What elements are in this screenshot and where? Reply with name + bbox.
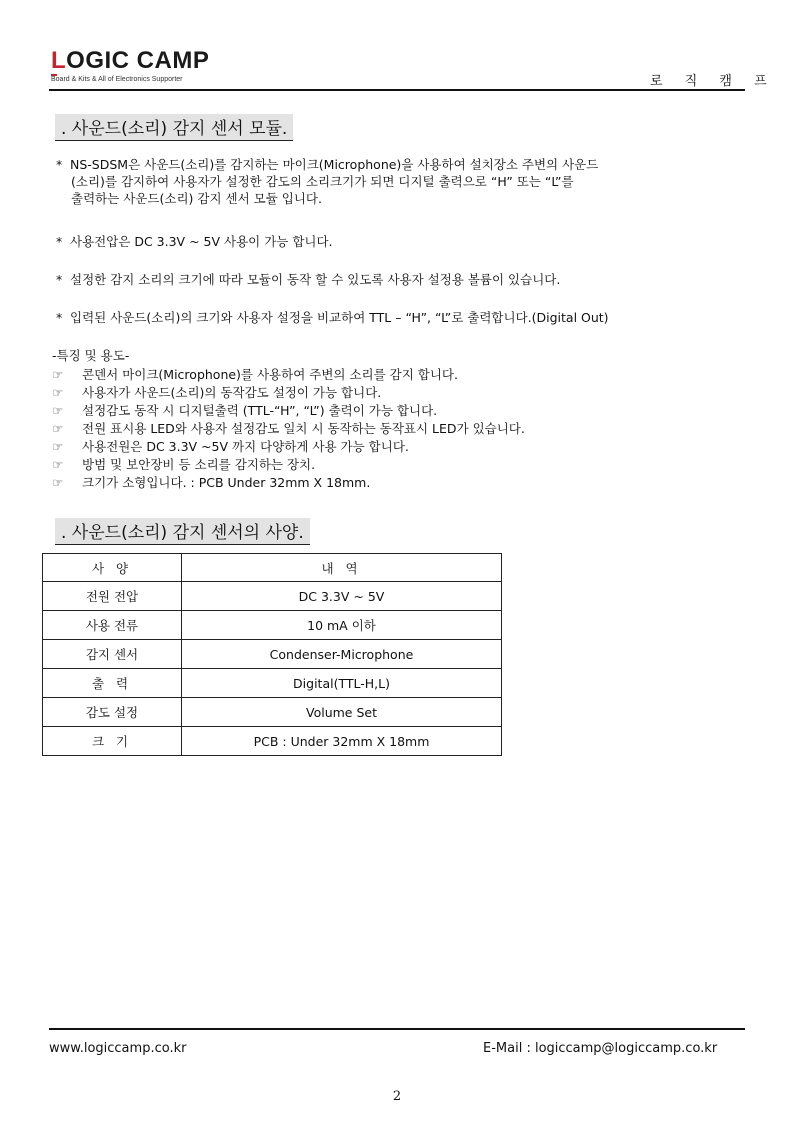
feature-item: ☞ 설정감도 동작 시 디지털출력 (TTL-“H”, “L”) 출력이 가능 합니다. xyxy=(52,403,438,418)
table-header-cell: 사 양 xyxy=(43,554,182,582)
bullet-star: * xyxy=(56,310,63,325)
logo-rest: OGIC CAMP xyxy=(66,47,210,74)
page-number: 2 xyxy=(392,1089,402,1104)
spec-label: 감도 설정 xyxy=(43,698,182,727)
paragraph-text: 사용전압은 DC 3.3V ~ 5V 사용이 가능 합니다. xyxy=(70,234,333,249)
table-row xyxy=(43,582,502,611)
pointing-hand-icon: ☞ xyxy=(52,367,64,382)
feature-item: ☞ 콘덴서 마이크(Microphone)를 사용하여 주변의 소리를 감지 합니다. xyxy=(52,367,458,382)
spec-label: 사용 전류 xyxy=(43,611,182,640)
section-title-module: . 사운드(소리) 감지 센서 모듈. xyxy=(55,114,293,141)
logo xyxy=(51,47,209,75)
footer-website: www.logiccamp.co.kr xyxy=(49,1041,187,1056)
paragraph-output xyxy=(56,309,609,326)
spec-table xyxy=(42,553,502,756)
feature-item: ☞ 전원 표시용 LED와 사용자 설정감도 일치 시 동작하는 동작표시 LED가 있습니다. xyxy=(52,421,525,436)
pointing-hand-icon: ☞ xyxy=(52,475,64,490)
pointing-hand-icon: ☞ xyxy=(52,421,64,436)
feature-item: ☞ 방범 및 보안장비 등 소리를 감지하는 장치. xyxy=(52,457,316,472)
table-header-cell: 내 역 xyxy=(182,554,502,582)
spec-label: 전원 전압 xyxy=(43,582,182,611)
spec-value: Volume Set xyxy=(182,698,502,727)
feature-item: ☞ 크기가 소형입니다. : PCB Under 32mm X 18mm. xyxy=(52,475,371,490)
footer-divider xyxy=(49,1028,745,1030)
spec-value: PCB : Under 32mm X 18mm xyxy=(182,727,502,756)
paragraph-line: NS-SDSM은 사운드(소리)를 감지하는 마이크(Microphone)을 사용하여 설치장소 주변의 사운드 xyxy=(70,157,599,172)
bullet-star: * xyxy=(56,157,63,172)
features-heading: -특징 및 용도- xyxy=(52,348,130,363)
paragraph-description xyxy=(56,156,598,207)
spec-value: Condenser-Microphone xyxy=(182,640,502,669)
pointing-hand-icon: ☞ xyxy=(52,385,64,400)
features-list xyxy=(52,366,525,492)
table-row xyxy=(43,669,502,698)
header-title: 로 직 캠 프 xyxy=(650,74,776,89)
pointing-hand-icon: ☞ xyxy=(52,403,64,418)
pointing-hand-icon: ☞ xyxy=(52,439,64,454)
spec-value: DC 3.3V ~ 5V xyxy=(182,582,502,611)
paragraph-text: 설정한 감지 소리의 크기에 따라 모듈이 동작 할 수 있도록 사용자 설정용 볼륨이 있습니다. xyxy=(70,272,561,287)
spec-value: Digital(TTL-H,L) xyxy=(182,669,502,698)
paragraph-voltage xyxy=(56,233,333,250)
spec-label: 감지 센서 xyxy=(43,640,182,669)
spec-value: 10 mA 이하 xyxy=(182,611,502,640)
paragraph-line: 출력하는 사운드(소리) 감지 센서 모듈 입니다. xyxy=(71,191,322,206)
pointing-hand-icon: ☞ xyxy=(52,457,64,472)
bullet-star: * xyxy=(56,272,63,287)
feature-item: ☞ 사용전원은 DC 3.3V ~5V 까지 다양하게 사용 가능 합니다. xyxy=(52,439,409,454)
footer-email: E-Mail : logiccamp@logiccamp.co.kr xyxy=(483,1041,718,1056)
section-title-spec: . 사운드(소리) 감지 센서의 사양. xyxy=(55,518,310,545)
feature-item: ☞ 사용자가 사운드(소리)의 동작감도 설정이 가능 합니다. xyxy=(52,385,382,400)
table-header-row xyxy=(43,554,502,582)
paragraph-volume xyxy=(56,271,560,288)
paragraph-line: (소리)를 감지하여 사용자가 설정한 감도의 소리크기가 되면 디지털 출력으로 “H” 또는 “L”를 xyxy=(71,174,574,189)
logo-tagline: Board & Kits & All of Electronics Supporter xyxy=(51,76,183,83)
header-divider xyxy=(49,89,745,91)
logo-first-letter: L xyxy=(51,47,67,74)
table-row xyxy=(43,727,502,756)
spec-label: 크 기 xyxy=(43,727,182,756)
bullet-star: * xyxy=(56,234,63,249)
table-row xyxy=(43,611,502,640)
table-row xyxy=(43,698,502,727)
table-row xyxy=(43,640,502,669)
spec-label: 출 력 xyxy=(43,669,182,698)
paragraph-text: 입력된 사운드(소리)의 크기와 사용자 설정을 비교하여 TTL – “H”, “L”로 출력합니다.(Digital Out) xyxy=(70,310,609,325)
